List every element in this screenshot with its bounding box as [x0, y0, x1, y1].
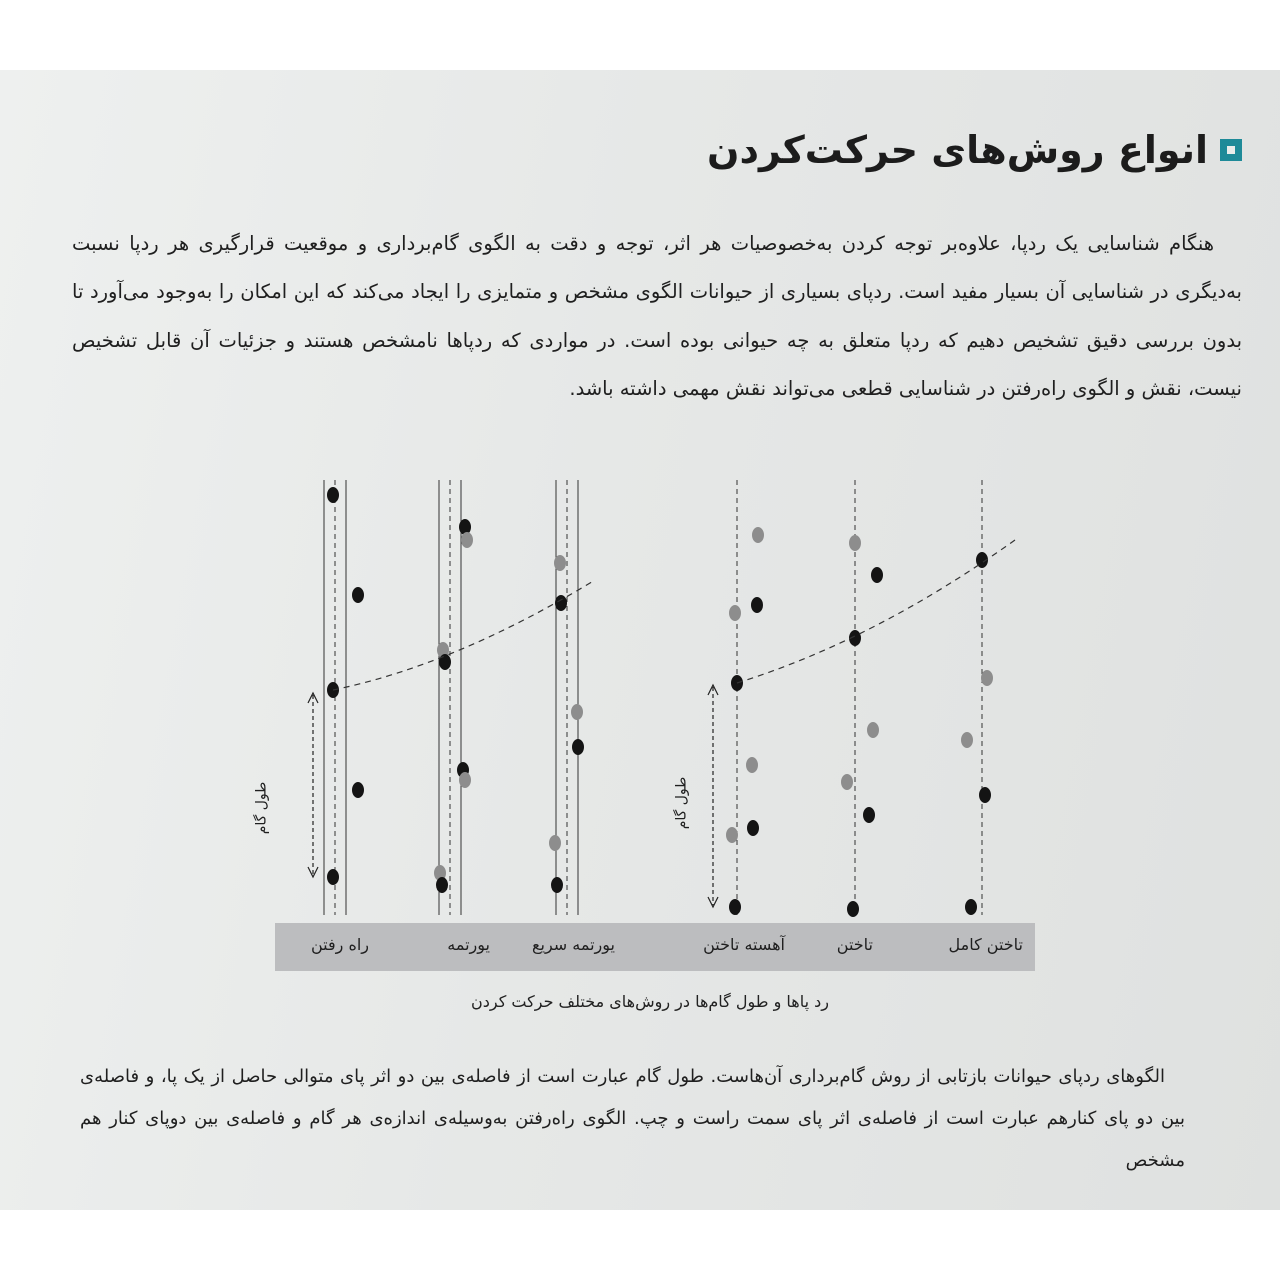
full-gallop-print-3 [979, 787, 991, 803]
trot-print-1 [461, 532, 473, 548]
walk-print-3 [352, 782, 364, 798]
slow-gallop-print-0 [752, 527, 764, 543]
gallop-print-3 [867, 722, 879, 738]
full-gallop-print-2 [961, 732, 973, 748]
slow-gallop-print-4 [746, 757, 758, 773]
trot-print-7 [436, 877, 448, 893]
slow-gallop-print-5 [726, 827, 738, 843]
walk-print-4 [327, 869, 339, 885]
trot-print-3 [439, 654, 451, 670]
figure-caption: رد پاها و طول گام‌ها در روش‌های مختلف حرکت کردن [471, 992, 829, 1011]
full-gallop-print-1 [981, 670, 993, 686]
fast-trot-print-5 [551, 877, 563, 893]
trot-print-5 [459, 772, 471, 788]
fast-trot-print-0 [554, 555, 566, 571]
book-page-photo [0, 70, 1280, 1210]
gallop-print-5 [863, 807, 875, 823]
gallop-print-0 [849, 535, 861, 551]
slow-gallop-print-6 [747, 820, 759, 836]
gait-label-trot: یورتمه [447, 935, 490, 954]
walk-print-0 [327, 487, 339, 503]
fast-trot-print-2 [571, 704, 583, 720]
heading-title: انواع روش‌های حرکت‌کردن [707, 128, 1208, 172]
gait-label-bar [275, 923, 1035, 971]
step-length-label-left: طول گام [253, 781, 270, 835]
gallop-print-1 [871, 567, 883, 583]
gait-label-walk: راه رفتن [310, 935, 369, 954]
full-gallop-print-4 [965, 899, 977, 915]
gait-label-gallop: تاختن [836, 935, 873, 954]
stride-curve-right [737, 540, 1015, 683]
gait-figure [255, 475, 1055, 985]
fast-trot-print-4 [549, 835, 561, 851]
slow-gallop-print-1 [729, 605, 741, 621]
gallop-print-6 [847, 901, 859, 917]
gait-label-fast-trot: یورتمه سریع [531, 935, 615, 954]
gait-label-slow-gallop: آهسته تاختن [703, 935, 785, 954]
step-length-label-right: طول گام [673, 776, 690, 830]
walk-print-1 [352, 587, 364, 603]
fast-trot-print-3 [572, 739, 584, 755]
section-heading [707, 128, 1242, 172]
body-paragraph: الگوهای ردپای حیوانات بازتابی از روش گام‌برداری آن‌هاست. طول گام عبارت است از فاصله‌ی بین دو اثر پای متوالی حاصل از یک پا، و فاصله‌ی بین دو پای کنارهم عبارت است از فاصله‌ی اثر پای سمت راست و چپ. الگوی راه‌رفتن به‌وسیله‌ی اندازه‌ی هر گام و فاصله‌ی بین دوپای کنار هم مشخص [80, 1066, 1185, 1171]
intro-paragraph: هنگام شناسایی یک ردپا، علاوه‌بر توجه کردن به‌خصوصیات هر اثر، توجه و دقت به الگوی گام‌برداری و موقعیت قرارگیری هر ردپا نسبت به‌دیگری در شناسایی آن بسیار مفید است. ردپای بسیاری از حیوانات الگوی مشخص و متمایزی را ایجاد می‌کند که این امکان را به‌وجود می‌آورد تا بدون بررسی دقیق تشخیص دهیم که ردپا متعلق به چه حیوانی بوده است. در مواردی که ردپاها نامشخص هستند و جزئیات آن قابل تشخیص نیست، نقش و الگوی راه‌رفتن در شناسایی قطعی می‌تواند نقش مهمی داشته باشد. [72, 231, 1242, 400]
footprint-diagram [255, 475, 1055, 985]
slow-gallop-print-7 [729, 899, 741, 915]
fast-trot-print-1 [555, 595, 567, 611]
gait-label-full-gallop: تاختن کامل [948, 935, 1023, 954]
slow-gallop-print-2 [751, 597, 763, 613]
gallop-print-4 [841, 774, 853, 790]
square-bullet-icon [1220, 139, 1242, 161]
